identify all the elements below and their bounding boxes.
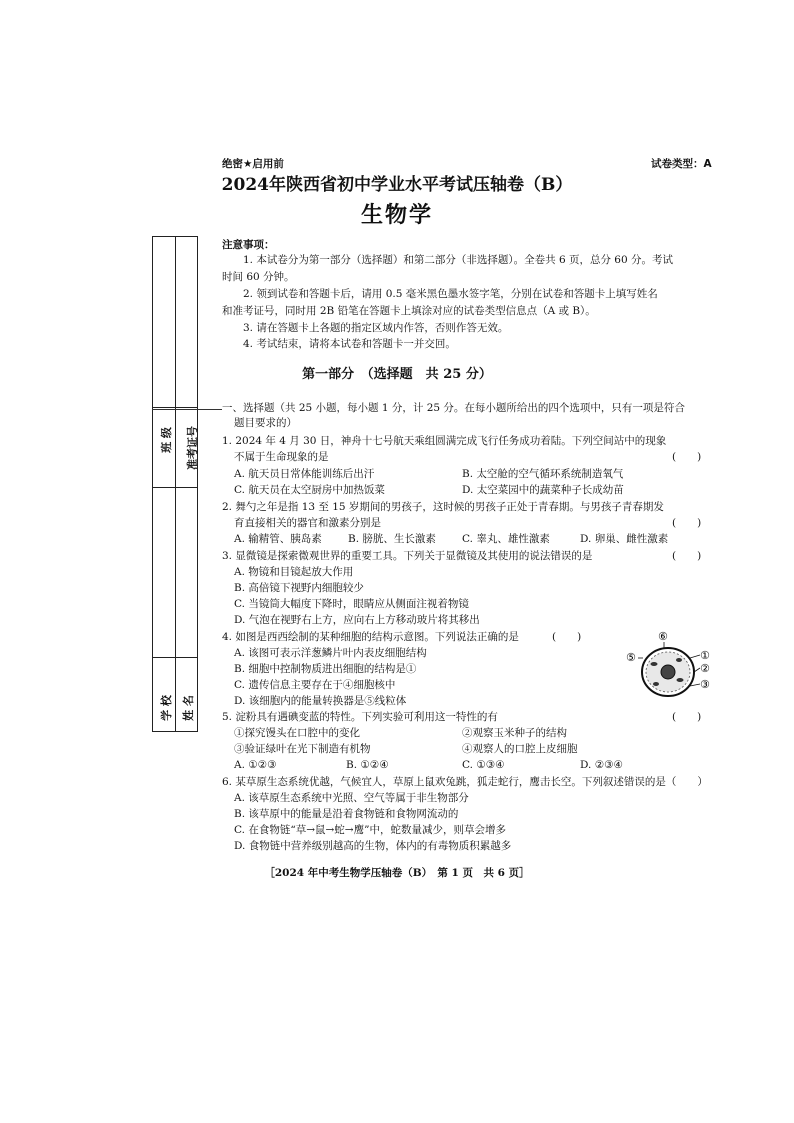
nucleus — [661, 665, 675, 679]
pointer-line — [690, 655, 700, 658]
binding-sidebar — [152, 236, 198, 732]
q2-option-d: D. 卵巢、雌性激素 — [580, 533, 669, 545]
q1-option-d: D. 太空菜园中的蔬菜种子长成幼苗 — [462, 484, 624, 496]
q1-option-a: A. 航天员日常体能训练后出汗 — [234, 468, 375, 480]
section-instruction: 题目要求的） — [234, 417, 297, 429]
q5-statement-3: ③验证绿叶在光下制造有机物 — [234, 743, 371, 755]
name-field-label: 姓 名 — [182, 695, 195, 721]
sidebar-row-line — [153, 487, 197, 488]
q2-option-a: A. 输精管、胰岛素 — [234, 533, 322, 545]
q5-option-d: D. ②③④ — [580, 759, 623, 771]
cell-label: ② — [700, 662, 710, 675]
notice-line: 4. 考试结束，请将本试卷和答题卡一并交回。 — [243, 338, 456, 350]
q5-statement-4: ④观察人的口腔上皮细胞 — [462, 743, 578, 755]
q1-answer-blank: ( ) — [672, 451, 702, 463]
q3-answer-blank: ( ) — [672, 550, 702, 562]
q2-option-c: C. 睾丸、雄性激素 — [462, 533, 550, 545]
exam-id-field-label: 准考证号 — [186, 426, 199, 470]
subject-title: 生物学 — [360, 202, 433, 228]
q4-option-d: D. 该细胞内的能量转换器是⑤线粒体 — [234, 695, 407, 707]
animal-cell-diagram — [624, 628, 714, 712]
notice-line: 时间 60 分钟。 — [222, 271, 295, 283]
q5-statement-1: ①探究馒头在口腔中的变化 — [234, 727, 360, 739]
cell-label: ① — [700, 649, 710, 662]
cell-label: ⑤ — [626, 651, 636, 664]
q5-stem: 5. 淀粉具有遇碘变蓝的特性。下列实验可利用这一特性的有 — [222, 711, 498, 723]
cell-label: ⑥ — [658, 630, 668, 643]
q3-stem: 3. 显微镜是探索微观世界的重要工具。下列关于显微镜及其使用的说法错误的是 — [222, 550, 593, 562]
q1-option-c: C. 航天员在太空厨房中加热饭菜 — [234, 484, 385, 496]
q6-option-b: B. 该草原中的能量是沿着食物链和食物网流动的 — [234, 808, 459, 820]
q6-stem: 6. 某草原生态系统优越，气候宜人，草原上鼠欢兔跳，狐走蛇行，鹰击长空。下列叙述错误的是（ ） — [222, 776, 708, 788]
q3-option-a: A. 物镜和目镜起放大作用 — [234, 566, 354, 578]
q4-option-a: A. 该图可表示洋葱鳞片叶内表皮细胞结构 — [234, 647, 427, 659]
q4-option-c: C. 遗传信息主要存在于④细胞核中 — [234, 679, 396, 691]
mitochondrion — [651, 662, 658, 666]
cell-label: ③ — [700, 678, 710, 691]
section-instruction: 一、选择题（共 25 小题，每小题 1 分，计 25 分。在每小题所给出的四个选项中，只有一项是符合 — [222, 402, 685, 414]
mitochondrion — [653, 682, 659, 686]
q1-stem: 1. 2024 年 4 月 30 日，神舟十七号航天乘组圆满完成飞行任务成功着陆。下列空间站中的现象 — [222, 435, 667, 447]
q5-answer-blank: ( ) — [672, 711, 702, 723]
q6-option-c: C. 在食物链“草→鼠→蛇→鹰”中，蛇数量减少，则草会增多 — [234, 824, 506, 836]
page-footer: ［2024 年中考生物学压轴卷（B） 第 1 页 共 6 页］ — [264, 867, 530, 879]
q5-option-c: C. ①③④ — [462, 759, 505, 771]
mitochondrion — [676, 658, 682, 662]
q2-stem: 育直接相关的器官和激素分别是 — [234, 517, 381, 529]
notice-line: 2. 领到试卷和答题卡后，请用 0.5 毫米黑色墨水签字笔，分别在试卷和答题卡上填写姓名 — [243, 288, 658, 300]
q2-option-b: B. 膀胱、生长激素 — [348, 533, 436, 545]
q3-option-c: C. 当镜筒大幅度下降时，眼睛应从侧面注视着物镜 — [234, 598, 469, 610]
sidebar-row-line — [153, 657, 197, 658]
q6-option-a: A. 该草原生态系统中光照、空气等属于非生物部分 — [234, 792, 469, 804]
q1-stem: 不属于生命现象的是 — [234, 451, 329, 463]
q2-answer-blank: ( ) — [672, 517, 702, 529]
scratch-line — [152, 409, 222, 410]
notice-heading: 注意事项： — [222, 239, 275, 251]
notice-line: 3. 请在答题卡上各题的指定区域内作答，否则作答无效。 — [243, 322, 509, 334]
q5-statement-2: ②观察玉米种子的结构 — [462, 727, 567, 739]
class-field-label: 班 级 — [160, 427, 173, 453]
q4-stem: 4. 如图是西西绘制的某种细胞的结构示意图。下列说法正确的是 — [222, 631, 519, 643]
notice-line: 1. 本试卷分为第一部分（选择题）和第二部分（非选择题）。全卷共 6 页，总分 60 分。考试 — [243, 254, 673, 266]
secret-label: 绝密★启用前 — [222, 158, 284, 170]
q6-option-d: D. 食物链中营养级别越高的生物，体内的有毒物质积累越多 — [234, 840, 512, 852]
q5-option-b: B. ①②④ — [346, 759, 389, 771]
paper-type-label: 试卷类型：A — [651, 158, 712, 170]
q2-stem: 2. 舞勺之年是指 13 至 15 岁期间的男孩子，这时候的男孩子正处于青春期。与男孩子青春期发 — [222, 501, 664, 513]
q3-option-d: D. 气泡在视野右上方，应向右上方移动玻片将其移出 — [234, 614, 480, 626]
notice-line: 和准考证号，同时用 2B 铅笔在答题卡上填涂对应的试卷类型信息点（A 或 B）。 — [222, 305, 596, 317]
q5-option-a: A. ①②③ — [234, 759, 277, 771]
q3-option-b: B. 高倍镜下视野内细胞较少 — [234, 582, 364, 594]
part1-heading: 第一部分 （选择题 共 25 分） — [302, 367, 492, 382]
sidebar-row-line — [153, 407, 197, 408]
exam-title: 2024年陕西省初中学业水平考试压轴卷（B） — [221, 175, 573, 195]
q4-option-b: B. 细胞中控制物质进出细胞的结构是① — [234, 663, 417, 675]
q4-answer-blank: ( ) — [552, 631, 582, 643]
mitochondrion — [677, 678, 684, 682]
q1-option-b: B. 太空舱的空气循环系统制造氧气 — [462, 468, 624, 480]
school-field-label: 学 校 — [160, 695, 173, 721]
